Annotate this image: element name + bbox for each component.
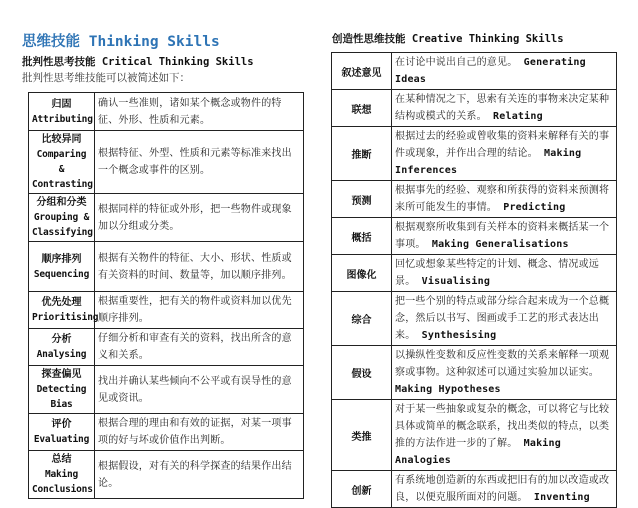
creative-description-en: Predicting xyxy=(503,202,566,213)
creative-thinking-title: 创造性思维技能 Creative Thinking Skills xyxy=(332,33,564,45)
creative-thinking-table xyxy=(331,52,617,508)
creative-row xyxy=(332,218,617,255)
creative-description xyxy=(392,127,617,181)
critical-term xyxy=(29,414,95,451)
critical-term-en: Comparing & Contrasting xyxy=(32,149,93,190)
critical-description xyxy=(95,93,304,131)
creative-term-zh: 叙述意见 xyxy=(341,67,382,79)
critical-description xyxy=(95,292,304,329)
critical-thinking-table xyxy=(28,92,304,499)
creative-description xyxy=(392,53,617,90)
creative-description-en: Synthesising xyxy=(421,330,497,341)
critical-term-zh: 顺序排列 xyxy=(41,253,82,265)
critical-description-text: 找出并确认某些倾向不公平或有误导性的意见或资讯。 xyxy=(98,375,292,404)
critical-description xyxy=(95,131,304,194)
creative-description xyxy=(392,471,617,508)
creative-term xyxy=(332,127,392,181)
critical-row xyxy=(29,93,304,131)
critical-term-en: Sequencing xyxy=(33,268,90,280)
critical-term xyxy=(29,451,95,499)
creative-description-text: 把一些个别的特点或部分综合起来成为一个总概念，然后以书写、图画或手工艺的形式表达出来。 xyxy=(395,296,610,341)
creative-term-zh: 综合 xyxy=(351,315,372,326)
critical-row xyxy=(29,451,304,499)
creative-term xyxy=(332,400,392,471)
critical-description-text: 根据同样的特征或外形，把一些物件或现象加以分组或分类。 xyxy=(98,203,292,232)
critical-row xyxy=(29,242,304,292)
creative-row xyxy=(332,400,617,471)
critical-term xyxy=(29,93,95,131)
creative-description-text: 根据观察所收集到有关样本的资料来概括某一个事项。 xyxy=(395,222,610,250)
creative-description xyxy=(392,292,617,346)
creative-description-text: 以操纵性变数和反应性变数的关系来解释一项观察或事物。这种叙述可以通过实验加以证实。 xyxy=(395,350,610,378)
creative-description-text: 有系统地创造新的东西或把旧有的加以改造或改良，以便克服所面对的问题。 xyxy=(395,475,610,503)
critical-term-en: Evaluating xyxy=(33,434,90,445)
critical-description xyxy=(95,242,304,292)
critical-row xyxy=(29,131,304,194)
creative-description-text: 对于某一些抽象或复杂的概念，可以将它与比较具体或简单的概念联系，找出类似的特点，以类推的方法作进一步的了解。 xyxy=(395,404,610,449)
critical-term-en: Making Conclusions xyxy=(32,469,93,495)
critical-row xyxy=(29,414,304,451)
critical-term xyxy=(29,131,95,194)
critical-term-en: Grouping & Classifying xyxy=(32,212,93,238)
critical-row xyxy=(29,194,304,242)
critical-term xyxy=(29,292,99,329)
critical-term-zh: 比较异同 xyxy=(41,134,82,145)
creative-description-text: 回忆或想象某些特定的计划、概念、情况或远景。 xyxy=(395,259,599,287)
creative-term-zh: 推断 xyxy=(351,150,372,161)
creative-term xyxy=(332,90,392,127)
creative-description-text: 根据过去的经验或曾收集的资料来解释有关的事件或现象，并作出合理的结论。 xyxy=(395,131,610,159)
creative-description-en: Generating Ideas xyxy=(395,57,586,85)
creative-term-zh: 联想 xyxy=(351,104,372,116)
critical-term-en: Detecting Bias xyxy=(36,384,87,410)
critical-description-text: 根据合理的理由和有效的证据，对某一项事项的好与坏或价值作出判断。 xyxy=(98,418,292,446)
creative-row xyxy=(332,53,617,90)
creative-term-zh: 创新 xyxy=(351,485,372,497)
creative-row xyxy=(332,127,617,181)
critical-term xyxy=(29,194,95,242)
main-title: 思维技能 Thinking Skills xyxy=(22,34,220,50)
critical-row xyxy=(29,292,304,329)
creative-term xyxy=(332,346,392,400)
critical-thinking-description: 批判性思考维技能可以被简述如下： xyxy=(22,72,190,84)
creative-row xyxy=(332,471,617,508)
critical-term-en: Analysing xyxy=(36,349,87,360)
creative-term-zh: 预测 xyxy=(351,195,372,207)
creative-description xyxy=(392,255,617,292)
critical-term-en: Prioritising xyxy=(32,312,99,323)
critical-description-text: 仔细分析和审查有关的资料，找出所含的意义和关系。 xyxy=(98,333,292,361)
critical-description-text: 根据重要性，把有关的物件或资料加以优先顺序排列。 xyxy=(98,296,292,324)
critical-term-zh: 分组和分类 xyxy=(36,197,87,208)
creative-row xyxy=(332,90,617,127)
creative-description-en: Making Generalisations xyxy=(431,239,569,250)
creative-row xyxy=(332,292,617,346)
creative-description xyxy=(392,181,617,218)
critical-term-zh: 评价 xyxy=(51,419,72,430)
creative-description xyxy=(392,90,617,127)
critical-description-text: 根据特征、外型、性质和元素等标准来找出一个概念或事件的区别。 xyxy=(98,148,292,176)
creative-description-en: Inventing xyxy=(533,492,590,503)
creative-term-zh: 类推 xyxy=(351,431,372,443)
creative-description-en: Making Inferences xyxy=(395,148,582,176)
creative-description-text: 根据事先的经验、观察和所获得的资料来预测将来所可能发生的事情。 xyxy=(395,185,610,213)
critical-term-zh: 优先处理 xyxy=(41,297,82,308)
creative-description xyxy=(392,346,617,400)
critical-thinking-subtitle: 批判性思考技能 Critical Thinking Skills xyxy=(22,56,254,68)
critical-description-text: 根据假设，对有关的科学探查的结果作出结论。 xyxy=(98,460,292,489)
creative-term-zh: 图像化 xyxy=(346,269,377,281)
critical-term-zh: 归固 xyxy=(51,98,72,110)
creative-term xyxy=(332,181,392,218)
creative-description xyxy=(392,400,617,471)
critical-description-text: 确认一些准则，诸如某个概念或物件的特征、外形、性质和元素。 xyxy=(98,97,282,126)
creative-term xyxy=(332,471,392,508)
creative-term-zh: 概括 xyxy=(351,232,372,244)
critical-description xyxy=(95,194,304,242)
creative-term-zh: 假设 xyxy=(351,369,372,380)
creative-term xyxy=(332,218,392,255)
creative-description-en: Visualising xyxy=(421,276,491,287)
creative-description-en: Making Analogies xyxy=(395,438,561,466)
creative-description xyxy=(392,218,617,255)
critical-row xyxy=(29,366,304,414)
creative-term xyxy=(332,53,392,90)
creative-description-text: 在讨论中说出自己的意见。 xyxy=(395,57,518,68)
creative-description-en: Relating xyxy=(493,111,543,122)
critical-description xyxy=(95,329,304,366)
critical-term-zh: 分析 xyxy=(51,334,72,345)
creative-term xyxy=(332,255,392,292)
creative-description-en: Making Hypotheses xyxy=(395,384,501,395)
critical-description xyxy=(95,451,304,499)
critical-term xyxy=(29,329,95,366)
critical-description xyxy=(95,414,304,451)
creative-row xyxy=(332,255,617,292)
critical-term-zh: 总结 xyxy=(51,454,72,465)
critical-term xyxy=(29,366,95,414)
creative-description-text: 在某种情况之下，思索有关连的事物来决定某种结构或模式的关系。 xyxy=(395,94,610,122)
critical-term-en: Attributing xyxy=(32,113,93,125)
critical-description xyxy=(95,366,304,414)
critical-row xyxy=(29,329,304,366)
creative-row xyxy=(332,181,617,218)
creative-row xyxy=(332,346,617,400)
critical-term-zh: 探查偏见 xyxy=(41,369,82,380)
critical-term xyxy=(29,242,95,292)
creative-term xyxy=(332,292,392,346)
critical-description-text: 根据有关物件的特征、大小、形状、性质或有关资料的时间、数量等，加以顺序排列。 xyxy=(98,252,292,281)
